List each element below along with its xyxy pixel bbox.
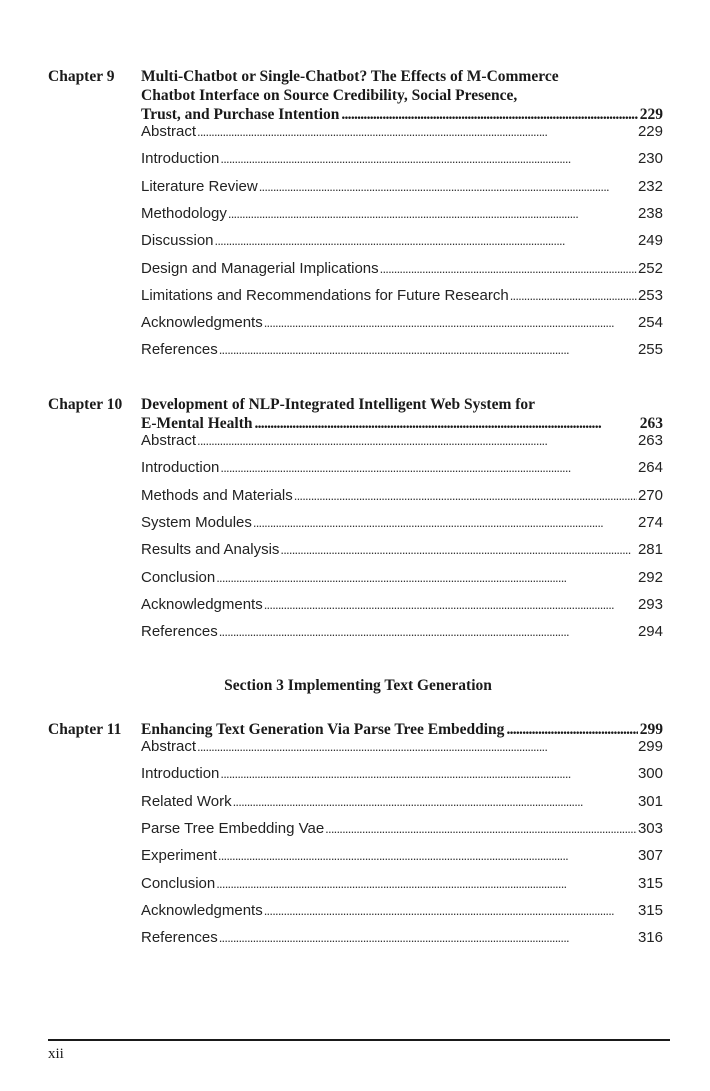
toc-entry-title: Abstract xyxy=(141,123,197,140)
toc-entry-page: 264 xyxy=(637,459,663,477)
toc-entry[interactable] xyxy=(141,737,663,757)
dot-leader xyxy=(220,764,637,784)
toc-entry[interactable] xyxy=(141,286,663,306)
toc-entry[interactable] xyxy=(141,513,663,533)
toc-entry-title: System Modules xyxy=(141,513,252,531)
chapter-label: Chapter 10 xyxy=(48,396,123,413)
toc-entry-title: References xyxy=(141,929,218,947)
toc-entry[interactable] xyxy=(141,901,663,921)
toc-entry-page: 294 xyxy=(637,623,663,641)
toc-entry-title: Acknowledgments xyxy=(141,314,263,332)
toc-entry[interactable] xyxy=(141,431,663,451)
chapter-title-line: Chatbot Interface on Source Credibility, Social Presence, xyxy=(141,87,518,104)
dot-leader xyxy=(197,431,637,451)
chapter-label: Chapter 9 xyxy=(48,68,115,85)
dot-leader xyxy=(219,340,637,360)
toc-entry-page: 299 xyxy=(637,738,663,755)
toc-entry-page: 292 xyxy=(637,568,663,586)
dot-leader xyxy=(233,792,637,812)
toc-entry[interactable] xyxy=(141,540,663,560)
toc-entry[interactable] xyxy=(141,568,663,588)
dot-leader xyxy=(228,204,637,224)
toc-entry-title: Conclusion xyxy=(141,568,216,586)
toc-entry-title: References xyxy=(141,623,218,641)
toc-entry[interactable] xyxy=(141,231,663,251)
toc-entry[interactable] xyxy=(141,313,663,333)
toc-entry-page: 303 xyxy=(637,819,663,837)
toc-entry[interactable] xyxy=(141,928,663,948)
toc-entry[interactable] xyxy=(141,622,663,642)
toc-entry-page: 230 xyxy=(637,150,663,168)
toc-entry[interactable] xyxy=(141,792,663,812)
toc-entry-page: 281 xyxy=(637,541,663,559)
toc-entry-page: 307 xyxy=(637,847,663,865)
toc-entry-page: 315 xyxy=(637,901,663,919)
toc-entry[interactable] xyxy=(141,177,663,197)
dot-leader xyxy=(219,622,637,642)
dot-leader xyxy=(294,486,637,506)
toc-entry-page: 238 xyxy=(637,204,663,222)
toc-entry-title: Methodology xyxy=(141,204,227,222)
dot-leader xyxy=(264,595,637,615)
chapter-title[interactable] xyxy=(141,67,663,124)
dot-leader xyxy=(253,513,637,533)
page-number: xii xyxy=(48,1046,64,1062)
dot-leader xyxy=(219,928,637,948)
toc-entry-title: Conclusion xyxy=(141,874,216,892)
toc-entry[interactable] xyxy=(141,874,663,894)
toc-entry-page: 300 xyxy=(637,765,663,783)
toc-entry-title: Abstract xyxy=(141,738,197,755)
toc-entry[interactable] xyxy=(141,764,663,784)
toc-entry-title: Related Work xyxy=(141,792,232,810)
toc-entry[interactable] xyxy=(141,149,663,169)
toc-entry-title: Acknowledgments xyxy=(141,901,263,919)
toc-entry-page: 315 xyxy=(637,874,663,892)
toc-entry[interactable] xyxy=(141,595,663,615)
chapter-page-number: 299 xyxy=(639,721,663,738)
dot-leader xyxy=(510,286,637,306)
chapter-page-number: 229 xyxy=(639,106,663,123)
toc-entry-page: 252 xyxy=(637,259,663,277)
chapter-page-number: 263 xyxy=(639,415,663,432)
footer-rule xyxy=(48,1039,670,1041)
toc-entry-title: Results and Analysis xyxy=(141,541,280,559)
chapter-title-line: Development of NLP-Integrated Intelligent Web System for xyxy=(141,396,536,413)
toc-entry-title: Acknowledgments xyxy=(141,595,263,613)
toc-entry[interactable] xyxy=(141,340,663,360)
toc-entry-page: 253 xyxy=(637,286,663,304)
dot-leader xyxy=(380,259,637,279)
toc-entry[interactable] xyxy=(141,259,663,279)
dot-leader xyxy=(220,149,637,169)
toc-entry[interactable] xyxy=(141,458,663,478)
toc-entry-page: 270 xyxy=(637,486,663,504)
dot-leader xyxy=(197,122,637,142)
toc-entry-title: Limitations and Recommendations for Future Research xyxy=(141,286,509,304)
dot-leader xyxy=(197,737,637,757)
toc-entry[interactable] xyxy=(141,204,663,224)
toc-entry-title: Experiment xyxy=(141,847,217,865)
toc-entry-page: 263 xyxy=(637,432,663,449)
toc-entry-title: Discussion xyxy=(141,232,214,250)
toc-entry-page: 255 xyxy=(637,341,663,359)
chapter-title-line: E-Mental Health xyxy=(141,415,253,432)
dot-leader xyxy=(216,568,637,588)
toc-entry[interactable] xyxy=(141,819,663,839)
chapter-label: Chapter 11 xyxy=(48,721,122,738)
toc-entry-title: Methods and Materials xyxy=(141,486,293,504)
section-heading: Section 3 Implementing Text Generation xyxy=(224,677,492,694)
toc-entry-page: 316 xyxy=(637,929,663,947)
dot-leader xyxy=(218,846,637,866)
dot-leader xyxy=(264,313,637,333)
dot-leader xyxy=(215,231,637,251)
toc-entry-page: 274 xyxy=(637,513,663,531)
toc-entry[interactable] xyxy=(141,122,663,142)
dot-leader xyxy=(220,458,637,478)
chapter-title[interactable] xyxy=(141,395,663,433)
toc-entry-title: Introduction xyxy=(141,150,220,168)
toc-entry-title: Literature Review xyxy=(141,177,258,195)
toc-entry-title: Introduction xyxy=(141,765,220,783)
chapter-title-line: Trust, and Purchase Intention xyxy=(141,106,340,123)
dot-leader xyxy=(264,901,637,921)
toc-entry-page: 293 xyxy=(637,595,663,613)
toc-entry-title: Design and Managerial Implications xyxy=(141,259,379,277)
chapter-title-line: Multi-Chatbot or Single-Chatbot? The Effects of M-Commerce xyxy=(141,68,559,85)
toc-entry-title: Abstract xyxy=(141,432,197,449)
dot-leader xyxy=(325,819,637,839)
toc-entry-title: Introduction xyxy=(141,459,220,477)
dot-leader xyxy=(280,540,637,560)
toc-entry[interactable] xyxy=(141,846,663,866)
toc-entry[interactable] xyxy=(141,486,663,506)
toc-entry-page: 229 xyxy=(637,123,663,140)
toc-entry-page: 249 xyxy=(637,232,663,250)
dot-leader xyxy=(259,177,637,197)
toc-entry-page: 232 xyxy=(637,177,663,195)
chapter-title-line: Enhancing Text Generation Via Parse Tree Embedding xyxy=(141,721,505,738)
toc-entry-page: 254 xyxy=(637,314,663,332)
dot-leader xyxy=(216,874,637,894)
toc-entry-page: 301 xyxy=(637,792,663,810)
toc-entry-title: References xyxy=(141,341,218,359)
toc-entry-title: Parse Tree Embedding Vae xyxy=(141,819,325,837)
